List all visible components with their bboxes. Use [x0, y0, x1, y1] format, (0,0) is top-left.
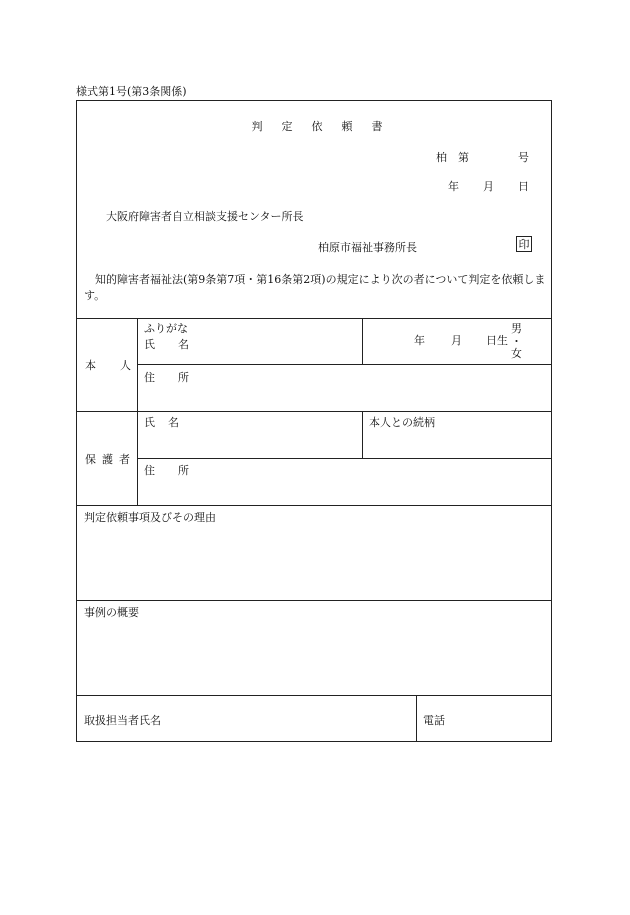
rule	[77, 411, 551, 412]
person-name-label-1: 氏	[144, 338, 155, 351]
person-address-label-2: 所	[178, 371, 189, 384]
guardian-address-label-2: 所	[178, 464, 189, 477]
guardian-label-1: 保	[85, 453, 96, 466]
phone-label: 電話	[423, 714, 445, 727]
person-label-1: 本	[85, 359, 96, 372]
date-day: 日	[518, 180, 529, 193]
rule	[416, 695, 417, 741]
title-char: 依	[311, 120, 323, 133]
rule	[77, 695, 551, 696]
date-month: 月	[483, 180, 494, 193]
guardian-name-label-1: 氏	[144, 416, 155, 429]
rule	[77, 505, 551, 506]
furigana-label: ふりがな	[144, 322, 188, 335]
number-dai: 第	[458, 151, 469, 164]
person-address-label-1: 住	[144, 371, 155, 384]
guardian-address-label-1: 住	[144, 464, 155, 477]
title-char: 書	[371, 120, 383, 133]
seal-box: 印	[516, 236, 532, 252]
guardian-label-2: 護	[102, 453, 113, 466]
guardian-label-3: 者	[119, 453, 130, 466]
rule	[137, 364, 551, 365]
number-prefix: 柏	[436, 151, 447, 164]
request-form	[76, 100, 552, 742]
request-text: 知的障害者福祉法(第9条第7項・第16条第2項)の規定により次の者について判定を依頼します。	[84, 273, 546, 302]
rule	[137, 318, 138, 505]
rule	[362, 411, 363, 458]
addressee: 大阪府障害者自立相談支援センター所長	[106, 210, 304, 223]
person-name-label-2: 名	[178, 338, 189, 351]
number-go: 号	[518, 151, 529, 164]
date-year: 年	[448, 180, 459, 193]
handler-label: 取扱担当者氏名	[84, 714, 161, 727]
title-char: 定	[281, 120, 293, 133]
birth-month: 月	[451, 334, 462, 347]
sex-male: 男	[511, 322, 522, 335]
guardian-name-label-2: 名	[168, 416, 179, 429]
reason-label: 判定依頼事項及びその理由	[84, 511, 216, 524]
summary-label: 事例の概要	[84, 606, 139, 619]
person-label-2: 人	[120, 359, 131, 372]
form-number-label: 様式第1号(第3条関係)	[76, 85, 187, 98]
form-title	[242, 121, 392, 132]
rule	[77, 600, 551, 601]
birth-day: 日生	[486, 334, 508, 347]
title-char: 判	[251, 120, 263, 133]
rule	[137, 458, 551, 459]
sender: 柏原市福祉事務所長	[318, 241, 417, 254]
sex-separator: ・	[511, 335, 522, 348]
relation-label: 本人との続柄	[369, 416, 435, 429]
rule	[362, 318, 363, 364]
birth-year: 年	[414, 334, 425, 347]
rule	[77, 318, 551, 319]
title-char: 頼	[341, 120, 353, 133]
sex-female: 女	[511, 347, 522, 360]
